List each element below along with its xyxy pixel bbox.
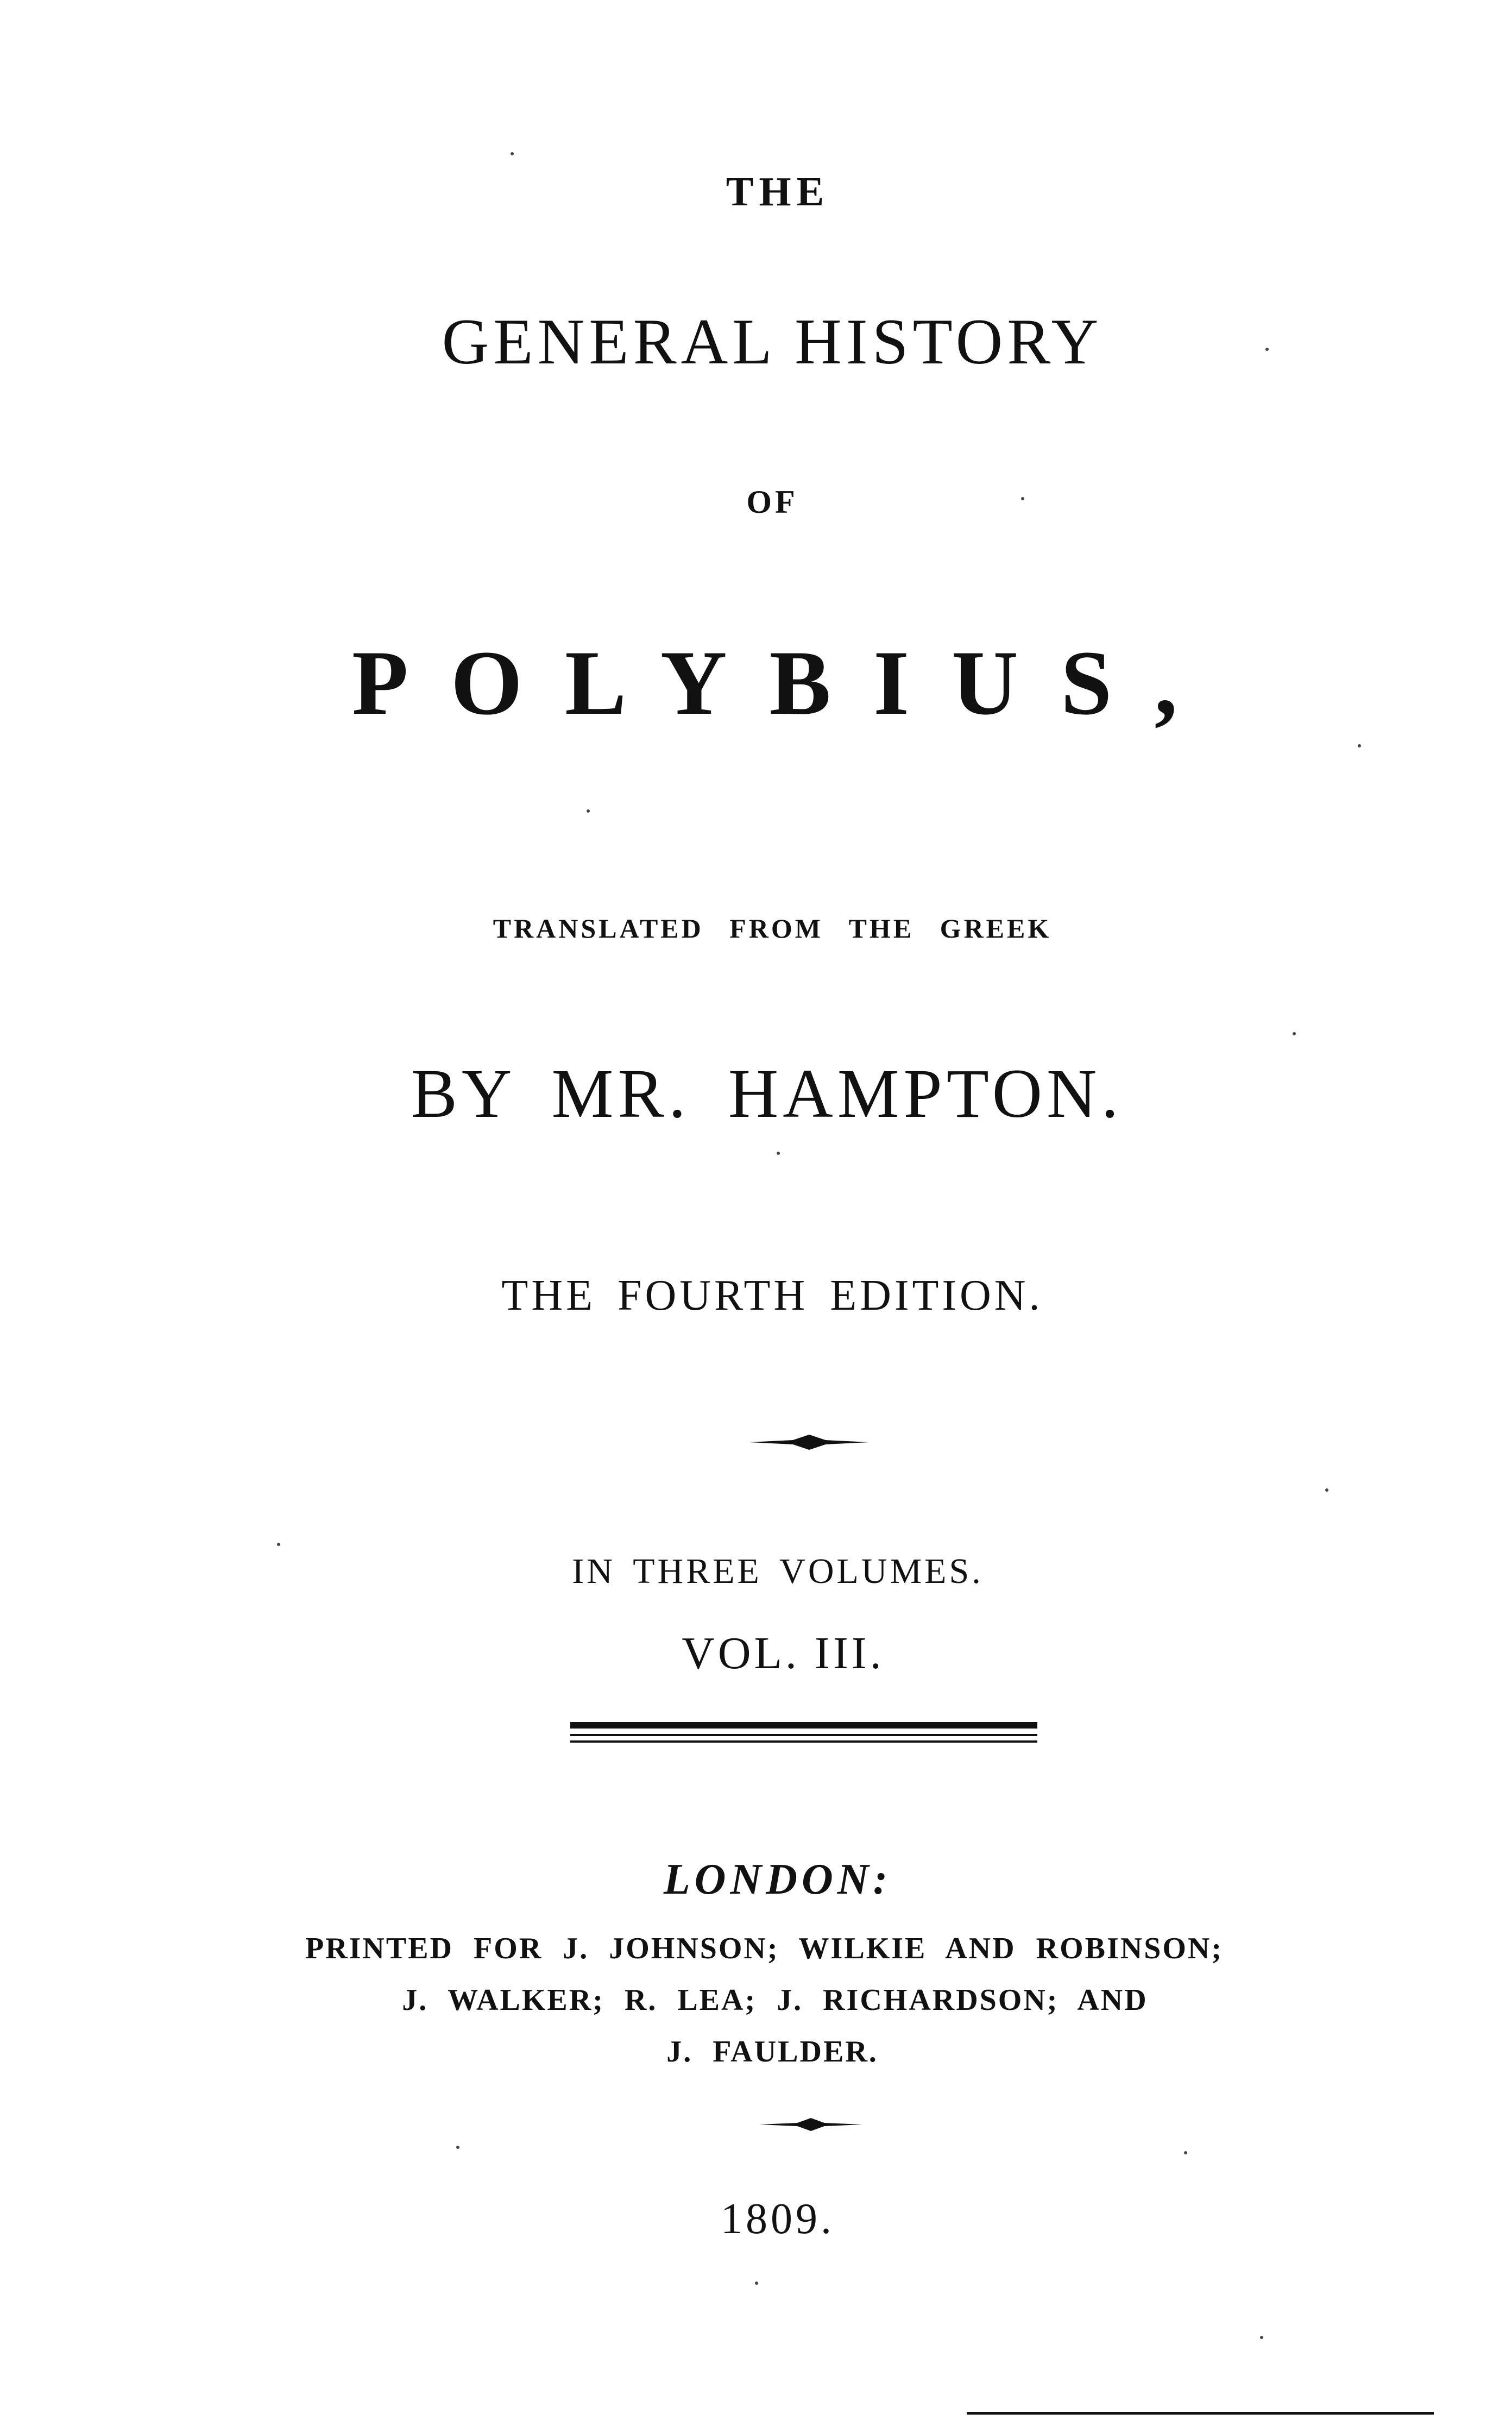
translator-line: BY MR. HAMPTON. — [411, 1055, 1123, 1132]
print-speck — [1021, 497, 1024, 500]
city-line: LONDON: — [663, 1856, 892, 1903]
print-speck — [277, 1543, 280, 1546]
title-the: THE — [726, 169, 830, 215]
translated-note: TRANSLATED FROM THE GREEK — [493, 913, 1052, 944]
bottom-edge-rule — [967, 2412, 1434, 2415]
printers-line-2: J. WALKER; R. LEA; J. RICHARDSON; AND — [402, 1983, 1148, 2017]
print-speck — [1260, 2336, 1263, 2339]
print-speck — [1358, 744, 1361, 747]
author-name: POLYBIUS, — [352, 632, 1220, 734]
triple-rule-divider — [570, 1722, 1037, 1747]
print-speck — [777, 1152, 780, 1155]
print-speck — [1265, 348, 1269, 351]
edition-line: THE FOURTH EDITION. — [501, 1272, 1043, 1319]
print-speck — [511, 152, 514, 155]
volumes-line: IN THREE VOLUMES. — [572, 1551, 984, 1591]
print-speck — [456, 2146, 459, 2149]
print-speck — [1325, 1488, 1328, 1492]
diamond-ornament-icon — [749, 1431, 869, 1453]
diamond-ornament-small-icon — [759, 2116, 862, 2133]
title-general-history: GENERAL HISTORY — [442, 305, 1103, 378]
title-of: OF — [746, 484, 798, 520]
print-speck — [1184, 2151, 1187, 2154]
print-speck — [587, 809, 590, 813]
publication-year: 1809. — [721, 2195, 835, 2243]
volume-number: VOL. III. — [682, 1628, 885, 1679]
printers-line-1: PRINTED FOR J. JOHNSON; WILKIE AND ROBINSON; — [305, 1932, 1224, 1965]
print-speck — [1293, 1032, 1296, 1035]
printers-line-3: J. FAULDER. — [666, 2035, 878, 2069]
print-speck — [755, 2282, 758, 2285]
